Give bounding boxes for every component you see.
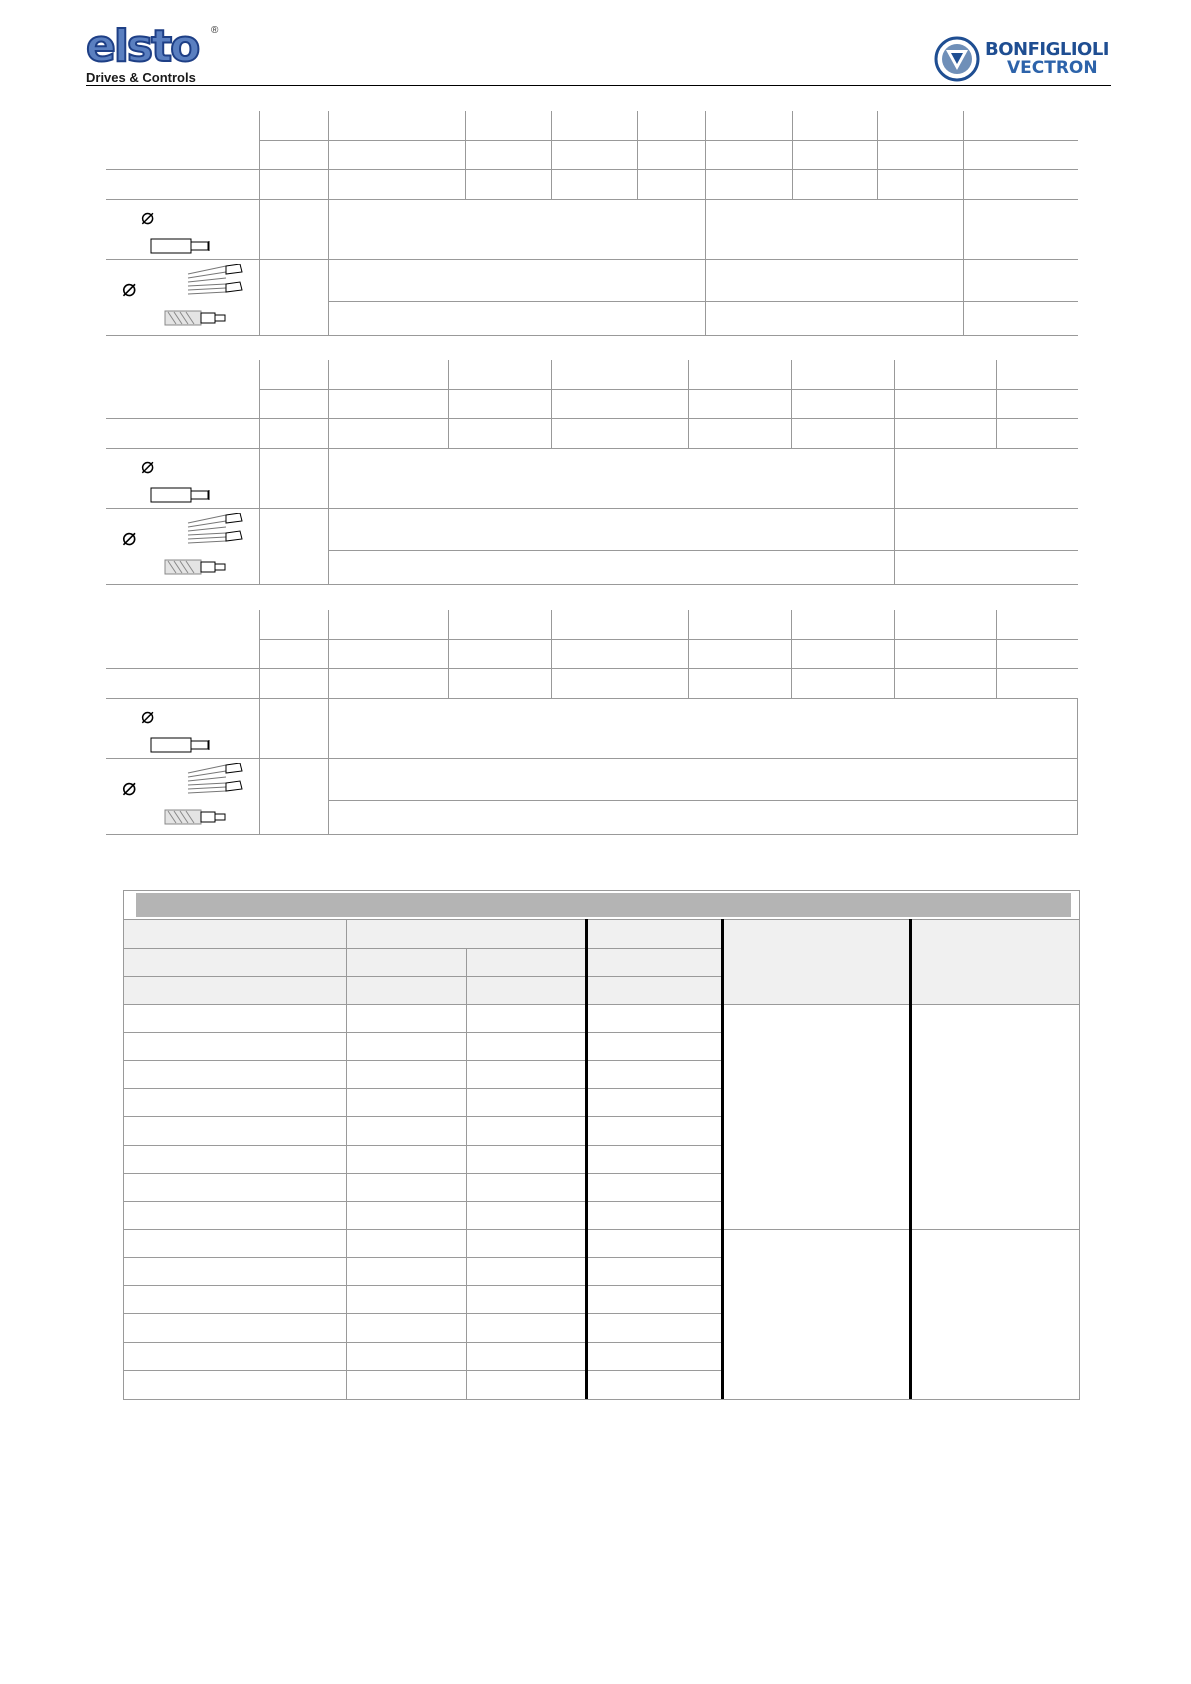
table-rule <box>106 169 1078 170</box>
table-rule <box>551 111 552 199</box>
table-rule <box>551 360 552 448</box>
table-rule <box>124 1229 1079 1230</box>
table-rule <box>894 360 895 585</box>
stranded-wire-icon <box>186 513 246 547</box>
brand-name-line1: BONFIGLIOLI <box>985 39 1109 60</box>
fuse-table <box>123 890 1080 1400</box>
elsto-logo <box>86 21 219 85</box>
table-rule <box>328 111 329 336</box>
stranded-wire-icon <box>186 763 246 797</box>
diameter-icon: ⌀ <box>141 453 155 478</box>
diameter-icon: ⌀ <box>141 703 155 728</box>
table-rule <box>124 1088 723 1089</box>
registered-mark: ® <box>211 25 219 36</box>
solid-wire-icon <box>150 736 220 754</box>
table-rule <box>996 360 997 448</box>
table-rule <box>466 948 467 1399</box>
table-rule <box>106 199 1078 200</box>
table-rule <box>894 610 895 698</box>
table-rule <box>124 1116 723 1117</box>
table-rule <box>124 1173 723 1174</box>
table-rule <box>124 1201 723 1202</box>
table-rule <box>328 550 1078 551</box>
table-rule <box>792 111 793 199</box>
ferrule-wire-icon <box>164 308 234 328</box>
table-rule <box>259 389 1078 390</box>
diameter-icon: ⌀ <box>122 774 137 801</box>
table-rule <box>551 610 552 698</box>
ferrule-wire-icon <box>164 807 234 827</box>
table-rule <box>259 639 1078 640</box>
cable-table-3 <box>106 610 1078 835</box>
table-thick-rule <box>909 919 912 1399</box>
table-rule <box>124 1313 723 1314</box>
table-rule <box>106 508 1078 509</box>
table-rule <box>124 1145 723 1146</box>
table-rule <box>259 610 260 835</box>
table-title-bar <box>136 893 1071 917</box>
table-rule <box>328 301 1078 302</box>
table-header-shade <box>124 919 1079 1004</box>
ferrule-wire-icon <box>164 557 234 577</box>
table-rule <box>328 360 329 585</box>
elsto-wordmark: elsto <box>86 21 199 72</box>
table-rule <box>259 111 260 336</box>
table-rule <box>124 1370 723 1371</box>
diameter-icon: ⌀ <box>141 204 155 229</box>
brand-name-line2: VECTRON <box>1007 58 1098 78</box>
bonfiglioli-emblem-icon <box>934 36 980 82</box>
table-rule <box>124 1060 723 1061</box>
solid-wire-icon <box>150 237 220 255</box>
solid-wire-icon <box>150 486 220 504</box>
table-thick-rule <box>721 919 724 1399</box>
table-rule <box>124 1342 723 1343</box>
table-rule <box>106 834 1078 835</box>
elsto-tagline: Drives & Controls <box>86 70 196 85</box>
table-rule <box>465 111 466 199</box>
table-rule <box>124 919 1079 920</box>
cable-table-2 <box>106 360 1078 585</box>
table-rule <box>259 360 260 585</box>
table-rule <box>124 1032 723 1033</box>
table-rule <box>637 111 638 199</box>
diameter-icon: ⌀ <box>122 524 137 551</box>
table-rule <box>124 976 723 977</box>
table-rule <box>328 800 1078 801</box>
table-rule <box>106 758 1078 759</box>
table-rule <box>1077 698 1078 835</box>
stranded-wire-icon <box>186 264 246 298</box>
table-rule <box>688 610 689 698</box>
bonfiglioli-logo <box>934 36 1109 82</box>
table-rule <box>106 668 1078 669</box>
table-rule <box>124 948 723 949</box>
cable-table-1 <box>106 111 1078 336</box>
table-rule <box>877 111 878 199</box>
table-thick-rule <box>585 919 588 1399</box>
table-rule <box>791 360 792 448</box>
table-rule <box>963 111 964 336</box>
table-rule <box>106 584 1078 585</box>
table-rule <box>448 610 449 698</box>
table-rule <box>705 111 706 336</box>
table-rule <box>106 698 1078 699</box>
table-rule <box>124 1257 723 1258</box>
table-rule <box>328 610 329 835</box>
table-rule <box>106 418 1078 419</box>
table-rule <box>346 919 347 1399</box>
table-rule <box>259 140 1078 141</box>
table-rule <box>791 610 792 698</box>
table-rule <box>106 259 1078 260</box>
table-rule <box>106 448 1078 449</box>
table-rule <box>106 335 1078 336</box>
table-rule <box>124 1285 723 1286</box>
header-rule <box>86 85 1111 86</box>
table-rule <box>124 1004 1079 1005</box>
table-rule <box>448 360 449 448</box>
table-rule <box>688 360 689 448</box>
table-rule <box>996 610 997 698</box>
diameter-icon: ⌀ <box>122 275 137 302</box>
